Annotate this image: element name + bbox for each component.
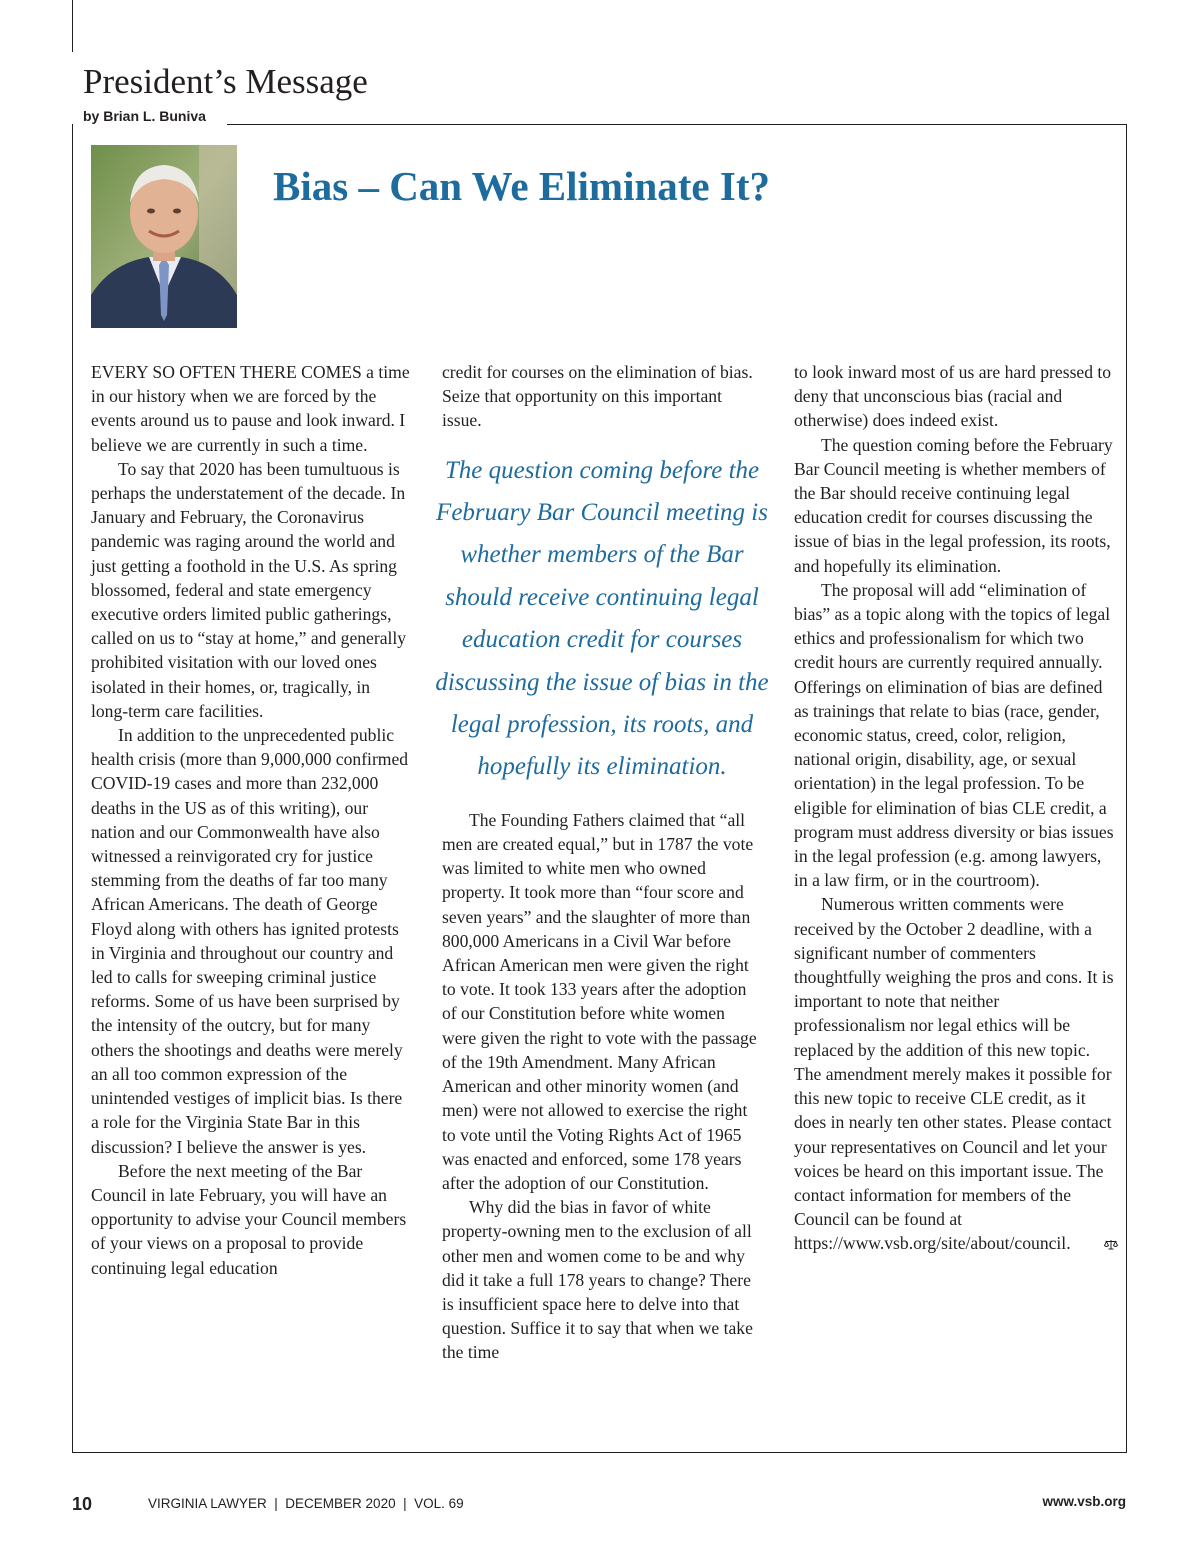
article-column-2 [435,360,769,1365]
section-title: President’s Message [83,62,368,101]
paragraph-text: a time in our history when we are forced by the events around us to pause and look inward. I believe we are currently in such a time. [91,362,410,455]
paragraph-text: Numerous written comments were received by the October 2 deadline, with a significant number of commenters thoughtfully weighing the pros and cons. It is important to note that neither professionalism nor legal ethics will be replaced by the addition of this new topic. The amendment merely makes it possible for this new topic to receive CLE credit, as it does in nearly ten other states. Please contact your representatives on Council and let your voices be heard on this important issue. The contact information for members of the Council can be found at https://www.vsb.org/site/about/council. [794,894,1114,1254]
author-byline: by Brian L. Buniva [83,108,206,124]
paragraph: To say that 2020 has been tumultuous is perhaps the understatement of the decade. In January and February, the Coronavirus pandemic was raging around the world and just getting a foothold in the U.S. As spring blossomed, federal and state emergency executive orders limited public gatherings, called on us to “stay at home,” and generally prohibited visitation with our loved ones isolated in their homes, or, tragically, in long-term care facilities. [91,458,407,721]
scales-of-justice-icon [1077,1232,1091,1243]
article-frame-top-rule [227,124,1127,125]
paragraph: Why did the bias in favor of white property-owning men to the exclusion of all other men and women come to be and why did it take a full 178 years to change? There is insufficient space here to delve into that question. Suffice it to say that when we take the time [442,1197,753,1363]
author-photo [91,145,237,328]
article-headline: Bias – Can We Eliminate It? [273,163,770,209]
paragraph: credit for courses on the elimination of bias. Seize that opportunity on this important issue. [442,362,753,431]
publication-info: VIRGINIA LAWYER | DECEMBER 2020 | VOL. 69 [148,1496,464,1511]
paragraph: In addition to the unprecedented public health crisis (more than 9,000,000 confirmed COVID-19 cases and more than 232,000 deaths in the US as of this writing), our nation and our Commonwealth have also witnessed a reinvigorated cry for justice stemming from the deaths of far too many African Americans. The death of George Floyd along with others has ignited protests in Virginia and throughout our country and led to calls for sweeping criminal justice reforms. Some of us have been surprised by the intensity of the outcry, but for many others the shootings and deaths were merely an all too common expression of the unintended vestiges of implicit bias. Is there a role for the Virginia State Bar in this discussion? I believe the answer is yes. [91,725,409,1157]
pull-quote: The question coming before the February Bar Council meeting is whether members of the Bar should receive continuing legal education credit for courses discussing the issue of bias in the legal profession, its roots, and hopefully its elimination. [435,456,769,781]
paragraph [91,360,411,457]
lead-in-text: EVERY SO OFTEN THERE COMES [91,362,362,382]
page-number: 10 [72,1494,93,1514]
paragraph: The proposal will add “elimination of bias” as a topic along with the topics of legal ethics and professionalism for which two credit hours are currently required annually. Offerings on elimination of bias are defined as trainings that relate to bias (race, gender, economic status, creed, color, religion, national origin, disability, age, or sexual orientation) in the legal profession. To be eligible for elimination of bias CLE credit, a program must address diversity or bias issues in the legal profession (e.g. among lawyers, in a law firm, or in the courtroom). [794,579,1114,891]
article-column-1 [91,360,411,1280]
paragraph: The Founding Fathers claimed that “all men are created equal,” but in 1787 the vote was limited to white men who owned property. It took more than “four score and seven years” and the slaughter of more than 800,000 Americans in a Civil War before African American men were given the right to vote. It took 133 years after the adoption of our Constitution before white women were given the right to vote with the passage of the 19th Amendment. Many African American and other minority women (and men) were not allowed to exercise the right to vote until the Voting Rights Act of 1965 was enacted and enforced, some 178 years after the adoption of our Constitution. [442,809,757,1193]
website-url[interactable]: www.vsb.org [1042,1494,1126,1509]
article-column-3 [794,360,1114,1256]
paragraph [794,892,1114,1255]
paragraph: Before the next meeting of the Bar Council in late February, you will have an opportunity to advise your Council members of your views on a proposal to provide continuing legal education [91,1160,407,1278]
paragraph: The question coming before the February Bar Council meeting is whether members of the Bar should receive continuing legal education credit for courses discussing the issue of bias in the legal profession, its roots, and hopefully its elimination. [794,434,1113,576]
paragraph: to look inward most of us are hard pressed to deny that unconscious bias (racial and otherwise) does indeed exist. [794,362,1112,431]
top-rule-vertical [72,0,73,52]
